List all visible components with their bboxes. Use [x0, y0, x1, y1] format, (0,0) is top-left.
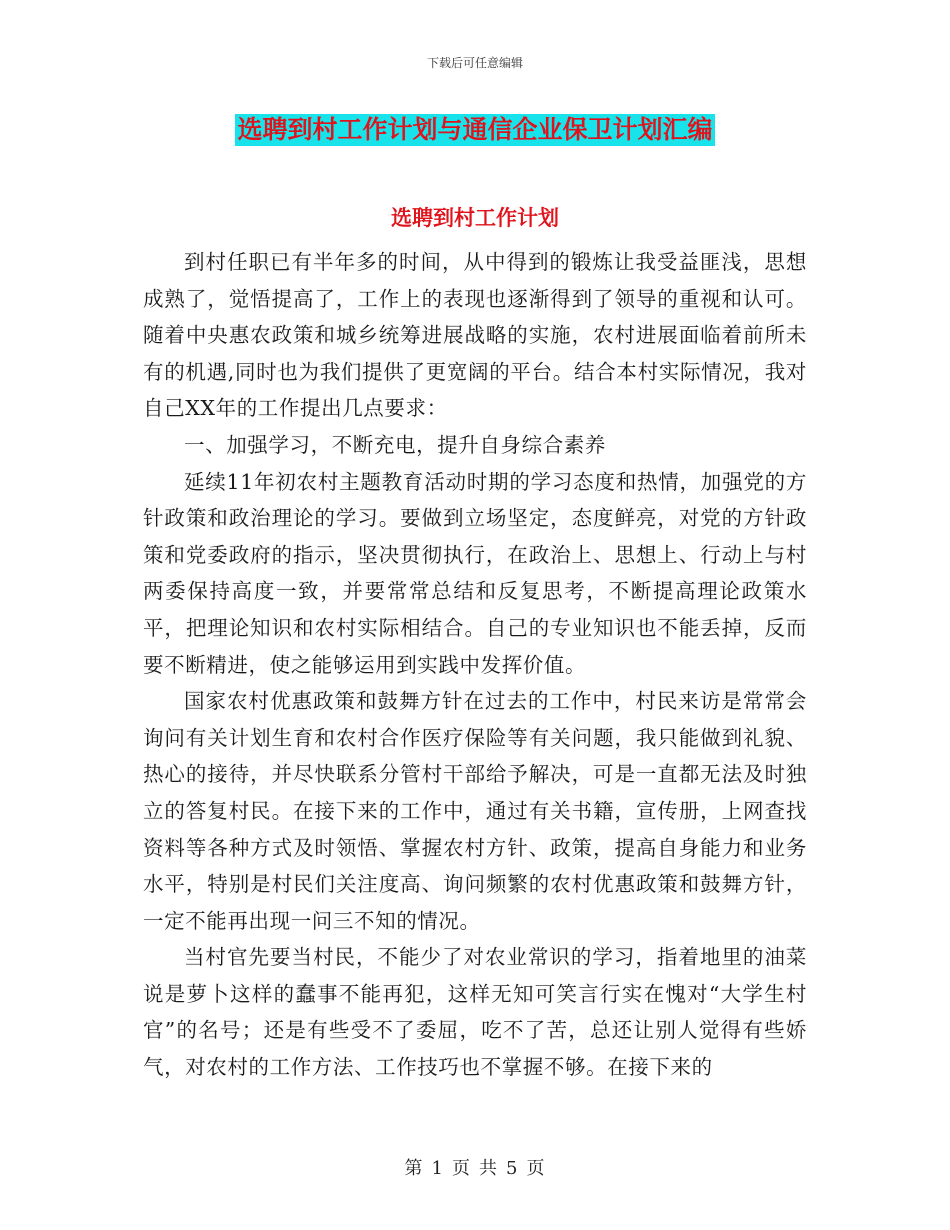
page-footer — [0, 1154, 950, 1180]
page-label-total-prefix: 共 — [479, 1158, 498, 1179]
main-title: 选聘到村工作计划与通信企业保卫计划汇编 — [237, 115, 713, 144]
document-body — [143, 244, 807, 1086]
paragraph: 当村官先要当村民，不能少了对农业常识的学习，指着地里的油菜说是萝卜这样的蠢事不能再犯，这样无知可笑言行实在愧对“大学生村官”的名号；还是有些受不了委屈，吃不了苦，总还让别人觉得有些娇气，对农村的工作方法、工作技巧也不掌握不够。在接下来的 — [143, 945, 807, 1080]
total-pages-number: 5 — [506, 1158, 519, 1179]
paragraph: 一、加强学习，不断充电，提升自身综合素养 — [184, 432, 606, 457]
current-page-number: 1 — [431, 1158, 444, 1179]
header-note: 下载后可任意编辑 — [426, 56, 523, 70]
page-label-prefix: 第 — [404, 1158, 424, 1179]
paragraph: 延续11年初农村主题教育活动时期的学习态度和热情，加强党的方针政策和政治理论的学习。要做到立场坚定，态度鲜亮，对党的方针政策和党委政府的指示，坚决贯彻执行，在政治上、思想上、行动上与村两委保持高度一致，并要常常总结和反复思考，不断提高理论政策水平，把理论知识和农村实际相结合。自己的专业知识也不能丢掉，反而要不断精进，使之能够运用到实践中发挥价值。 — [143, 469, 807, 677]
page-label-suffix: 页 — [526, 1158, 546, 1179]
main-title-wrap — [0, 114, 950, 146]
page-label-mid: 页 — [452, 1158, 471, 1179]
paragraph: 国家农村优惠政策和鼓舞方针在过去的工作中，村民来访是常常会询问有关计划生育和农村合作医疗保险等有关问题，我只能做到礼貌、热心的接待，并尽快联系分管村干部给予解决，可是一直都无法及时独立的答复村民。在接下来的工作中，通过有关书籍，宣传册，上网查找资料等各种方式及时领悟、掌握农村方针、政策，提高自身能力和业务水平，特别是村民们关注度高、询问频繁的农村优惠政策和鼓舞方针，一定不能再出现一问三不知的情况。 — [143, 689, 807, 933]
section-title: 选聘到村工作计划 — [391, 206, 559, 230]
paragraph: 到村任职已有半年多的时间，从中得到的锻炼让我受益匪浅，思想成熟了，觉悟提高了，工作上的表现也逐渐得到了领导的重视和认可。随着中央惠农政策和城乡统筹进展战略的实施，农村进展面临着前所未有的机遇,同时也为我们提供了更宽阔的平台。结合本村实际情况，我对自己XX年的工作提出几点要求： — [143, 250, 807, 421]
